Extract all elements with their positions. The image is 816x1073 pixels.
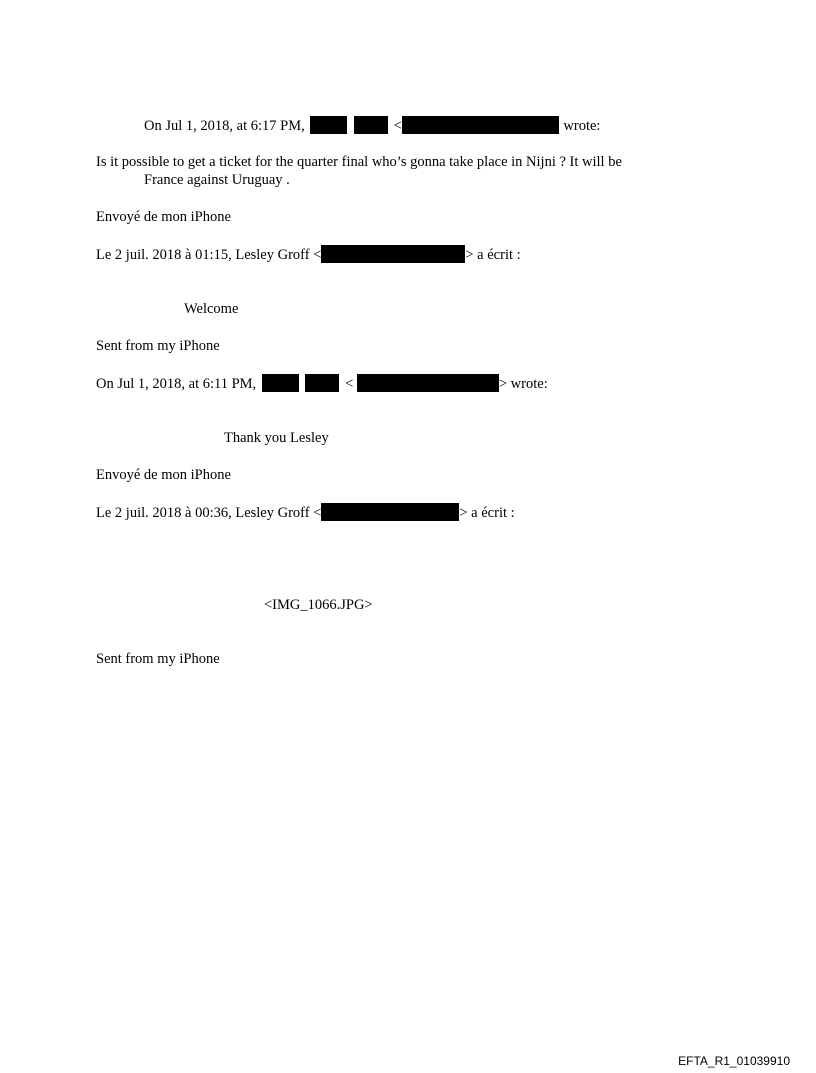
email-2-body: Welcome bbox=[184, 301, 239, 317]
redaction-block bbox=[402, 116, 559, 134]
email-1-header bbox=[144, 116, 600, 135]
email-3-header-suffix: > wrote: bbox=[498, 376, 548, 392]
email-1-header-lt: < bbox=[393, 118, 402, 134]
email-2-header bbox=[96, 245, 521, 264]
redaction-block bbox=[305, 374, 339, 392]
email-4-signature: Sent from my iPhone bbox=[96, 651, 220, 667]
redaction-block bbox=[321, 245, 465, 263]
bates-number: EFTA_R1_01039910 bbox=[678, 1054, 790, 1068]
email-4-attachment: <IMG_1066.JPG> bbox=[264, 597, 373, 613]
email-3-header-prefix: On Jul 1, 2018, at 6:11 PM, bbox=[96, 376, 257, 392]
email-1-signature: Envoyé de mon iPhone bbox=[96, 209, 231, 225]
redaction-block bbox=[310, 116, 347, 134]
email-1-header-suffix: wrote: bbox=[563, 118, 601, 134]
email-3-header bbox=[96, 374, 548, 393]
email-3-body: Thank you Lesley bbox=[224, 430, 329, 446]
email-1-body-line-2: France against Uruguay . bbox=[144, 172, 290, 188]
redaction-block bbox=[262, 374, 299, 392]
email-4-header-suffix: > a écrit : bbox=[459, 505, 515, 521]
redaction-block bbox=[321, 503, 459, 521]
email-3-header-lt: < bbox=[345, 376, 354, 392]
email-1-header-prefix: On Jul 1, 2018, at 6:17 PM, bbox=[144, 118, 305, 134]
email-2-header-prefix: Le 2 juil. 2018 à 01:15, Lesley Groff < bbox=[96, 247, 322, 263]
redaction-block bbox=[354, 116, 388, 134]
email-2-signature: Sent from my iPhone bbox=[96, 338, 220, 354]
email-4-header bbox=[96, 503, 515, 522]
email-3-signature: Envoyé de mon iPhone bbox=[96, 467, 231, 483]
email-4-header-prefix: Le 2 juil. 2018 à 00:36, Lesley Groff < bbox=[96, 505, 322, 521]
email-1-body-line-1: Is it possible to get a ticket for the quarter final who’s gonna take place in Nijni ? It will be bbox=[96, 154, 622, 170]
redaction-block bbox=[357, 374, 499, 392]
email-2-header-suffix: > a écrit : bbox=[465, 247, 521, 263]
